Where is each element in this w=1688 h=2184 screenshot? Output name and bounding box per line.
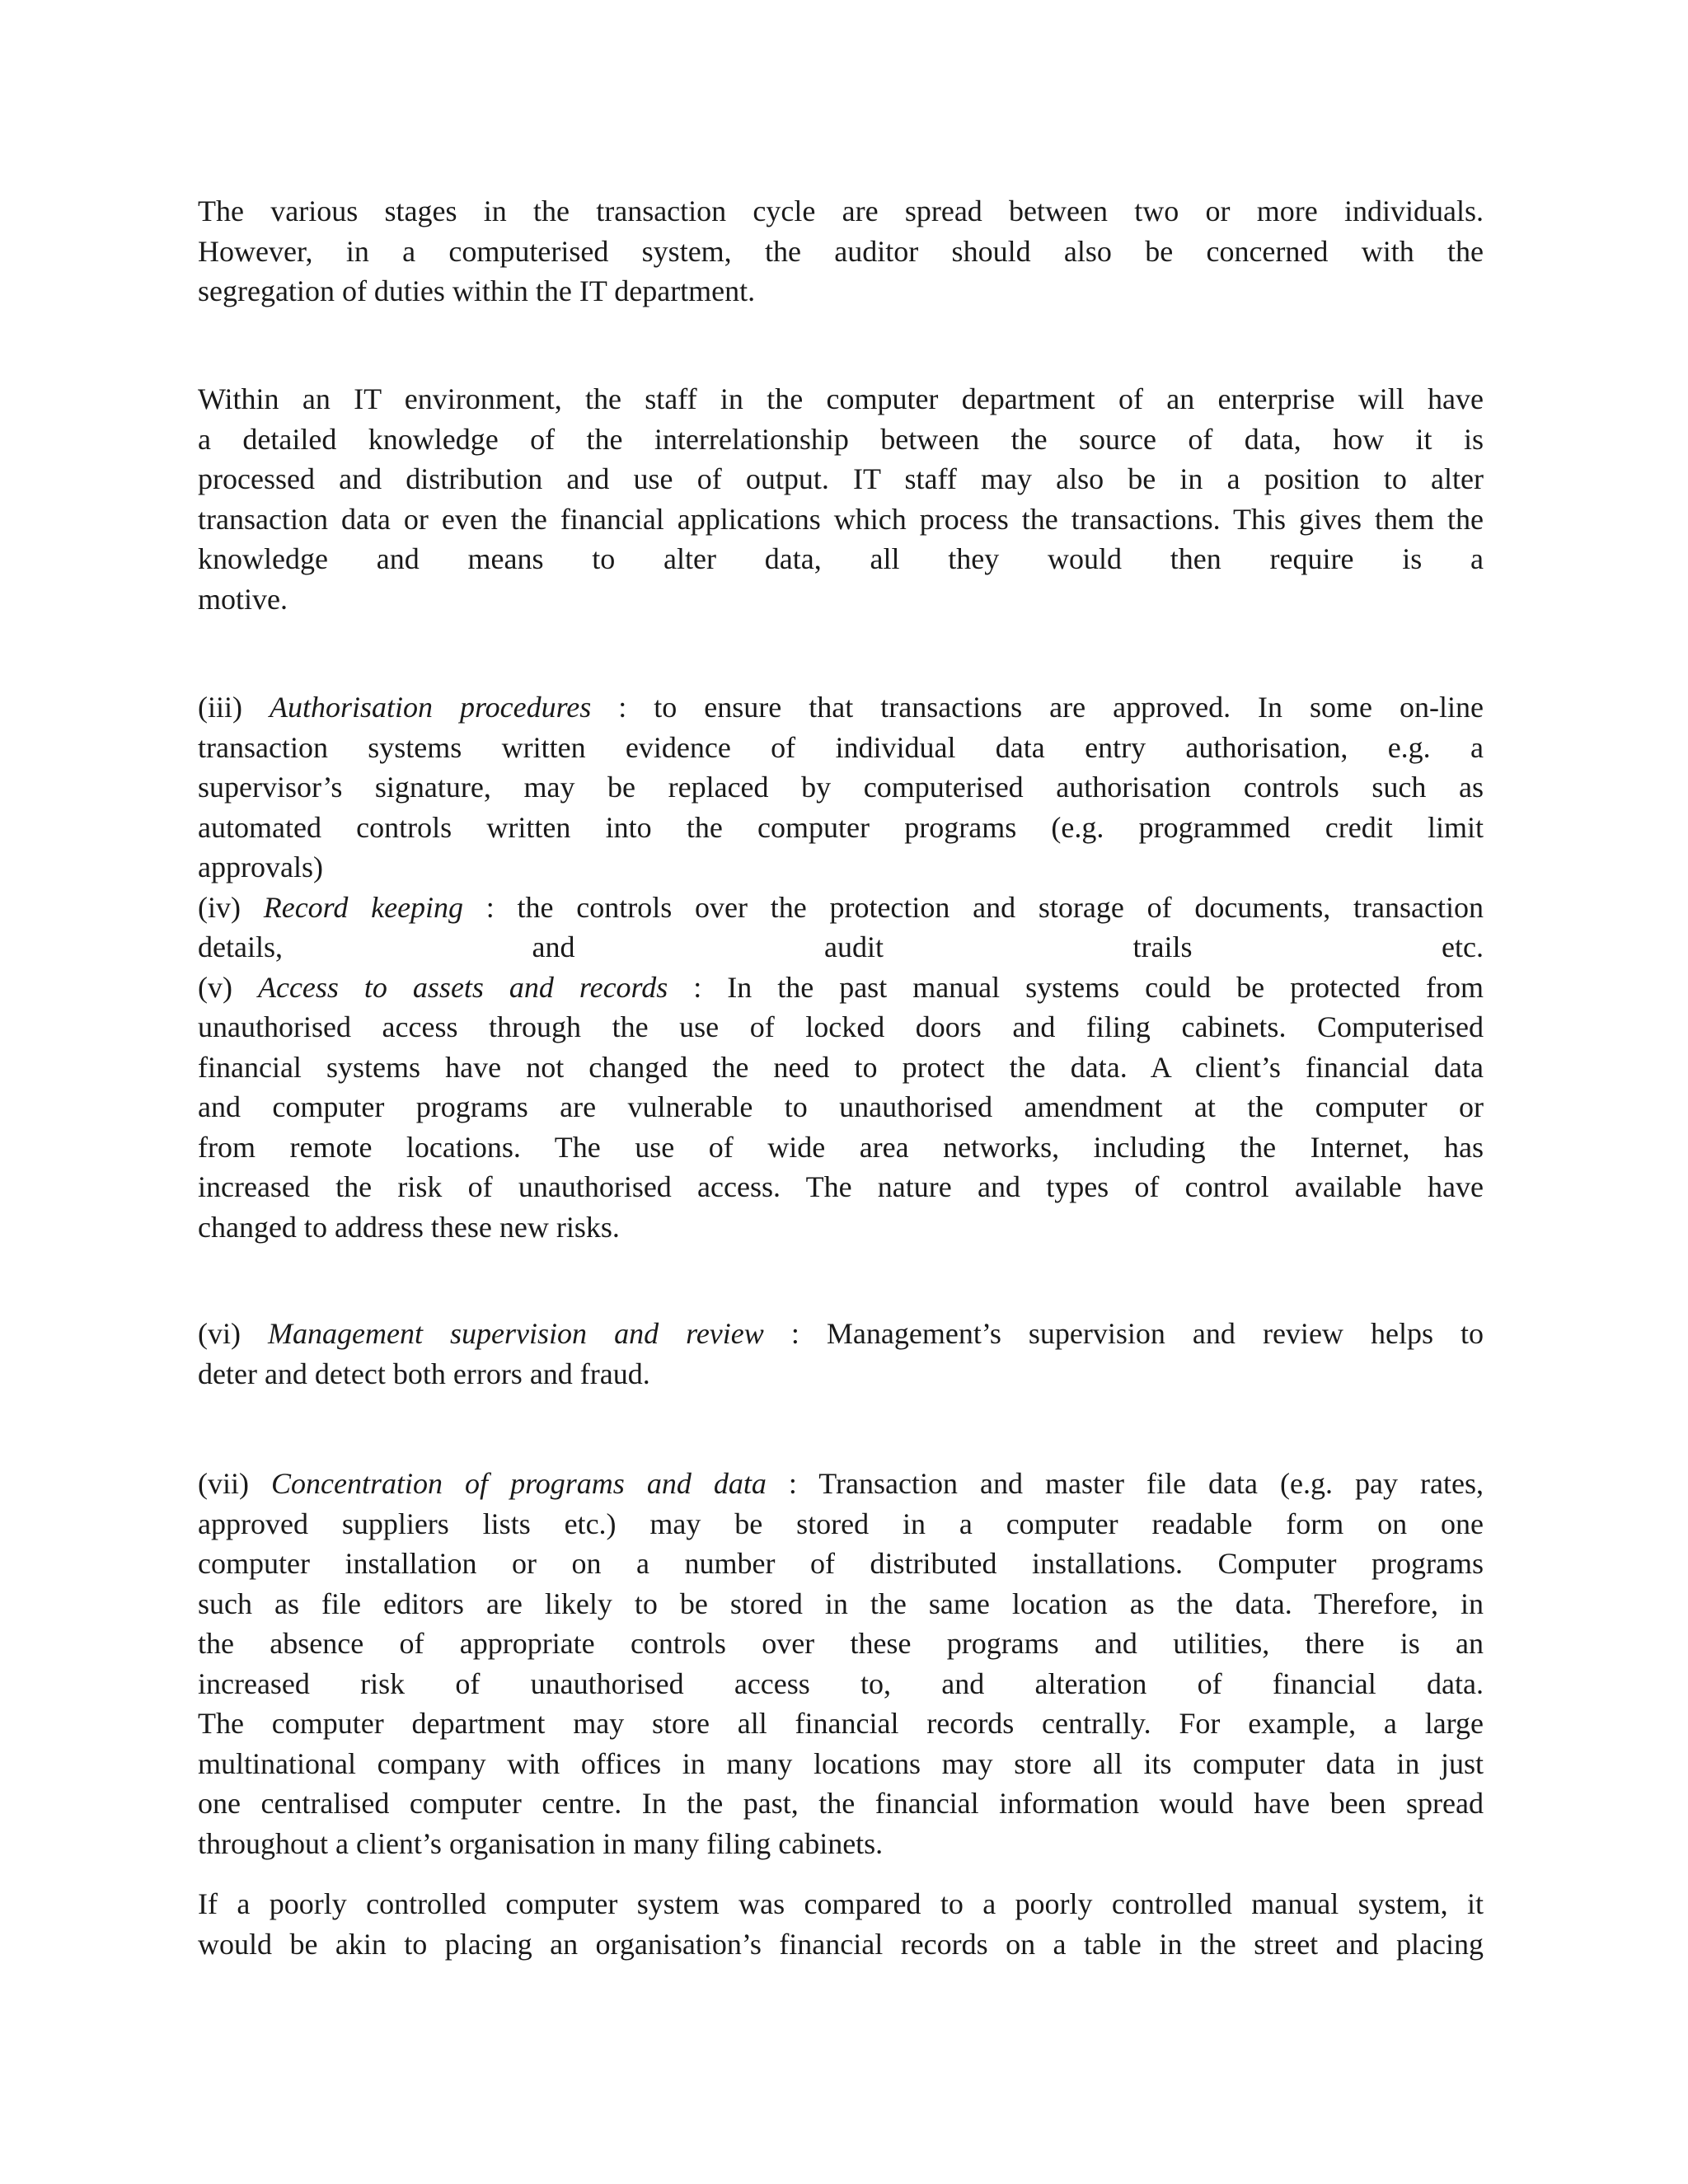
paragraph-segregation [198,191,1484,312]
text-line: details, and audit trails etc. [198,930,1484,963]
item-title: Management supervision and review [268,1317,764,1350]
item-label: (v) [198,970,232,1004]
text-line: changed to address these new risks. [198,1210,620,1244]
text-line: throughout a client’s organisation in many filing cabinets. [198,1826,884,1860]
item-iv-heading-line [198,888,1484,928]
item-text: : the controls over the protection and storage of documents, transaction [485,890,1484,924]
text-line: automated controls written into the computer programs (e.g. programmed credit limit [198,810,1484,844]
item-title: Access to assets and records [257,970,668,1004]
text-line: computer installation or on a number of distributed installations. Computer programs [198,1547,1484,1580]
text-line: processed and distribution and use of output. IT staff may also be in a position to alter [198,462,1484,495]
text-line: transaction data or even the financial applications which process the transactions. This gives them the [198,502,1484,536]
paragraph-poorly-controlled [198,1884,1484,1964]
text-line: increased the risk of unauthorised access. The nature and types of control available have [198,1170,1484,1203]
item-vi-heading-line [198,1314,1484,1354]
text-line: one centralised computer centre. In the past, the financial information would have been spread [198,1787,1484,1820]
text-line: segregation of duties within the IT department. [198,274,756,307]
item-iii-heading-line [198,687,1484,728]
text-line: multinational company with offices in many locations may store all its computer data in just [198,1746,1484,1780]
text-line: knowledge and means to alter data, all they would then require is a [198,542,1484,575]
text-line: increased risk of unauthorised access to, and alteration of financial data. [198,1666,1484,1700]
list-item-vii [198,1464,1484,1863]
text-line: approved suppliers lists etc.) may be stored in a computer readable form on one [198,1507,1484,1540]
text-line: a detailed knowledge of the interrelationship between the source of data, how it is [198,422,1484,456]
text-line: supervisor’s signature, may be replaced by computerised authorisation controls such as [198,771,1484,804]
text-line: However, in a computerised system, the auditor should also be concerned with the [198,234,1484,268]
text-line: such as file editors are likely to be stored in the same location as the data. Therefore, in [198,1586,1484,1620]
item-text: : to ensure that transactions are approved. In some on-line [618,691,1484,724]
item-title: Authorisation procedures [269,691,592,724]
item-label: (vii) [198,1467,249,1500]
item-v-heading-line [198,968,1484,1008]
text-line: unauthorised access through the use of locked doors and filing cabinets. Computerised [198,1010,1484,1043]
list-items-iii-to-v [198,687,1484,1247]
text-line: The various stages in the transaction cycle are spread between two or more individuals. [198,194,1484,227]
text-line: deter and detect both errors and fraud. [198,1357,650,1390]
text-line: financial systems have not changed the need to protect the data. A client’s financial data [198,1050,1484,1084]
item-label: (vi) [198,1317,241,1350]
item-vii-heading-line [198,1464,1484,1504]
text-line: approvals) [198,851,323,883]
text-line: would be akin to placing an organisation’s financial records on a table in the street and placing [198,1927,1484,1961]
text-line: transaction systems written evidence of individual data entry authorisation, e.g. a [198,730,1484,764]
item-text: : Management’s supervision and review helps to [790,1317,1484,1350]
text-line: If a poorly controlled computer system was compared to a poorly controlled manual system, it [198,1887,1484,1920]
item-title: Concentration of programs and data [271,1467,767,1500]
item-label: (iii) [198,691,242,724]
text-line: from remote locations. The use of wide area networks, including the Internet, has [198,1130,1484,1164]
item-text: : Transaction and master file data (e.g. pay rates, [788,1467,1484,1500]
list-item-vi [198,1314,1484,1394]
item-title: Record keeping [263,890,464,924]
text-line: motive. [198,582,288,616]
paragraph-it-environment [198,379,1484,619]
item-text: : In the past manual systems could be protected from [693,970,1484,1004]
text-line: Within an IT environment, the staff in the computer department of an enterprise will have [198,382,1484,415]
text-line: the absence of appropriate controls over these programs and utilities, there is an [198,1627,1484,1660]
text-line: and computer programs are vulnerable to unauthorised amendment at the computer or [198,1090,1484,1123]
item-label: (iv) [198,890,241,924]
text-line: The computer department may store all financial records centrally. For example, a large [198,1707,1484,1740]
